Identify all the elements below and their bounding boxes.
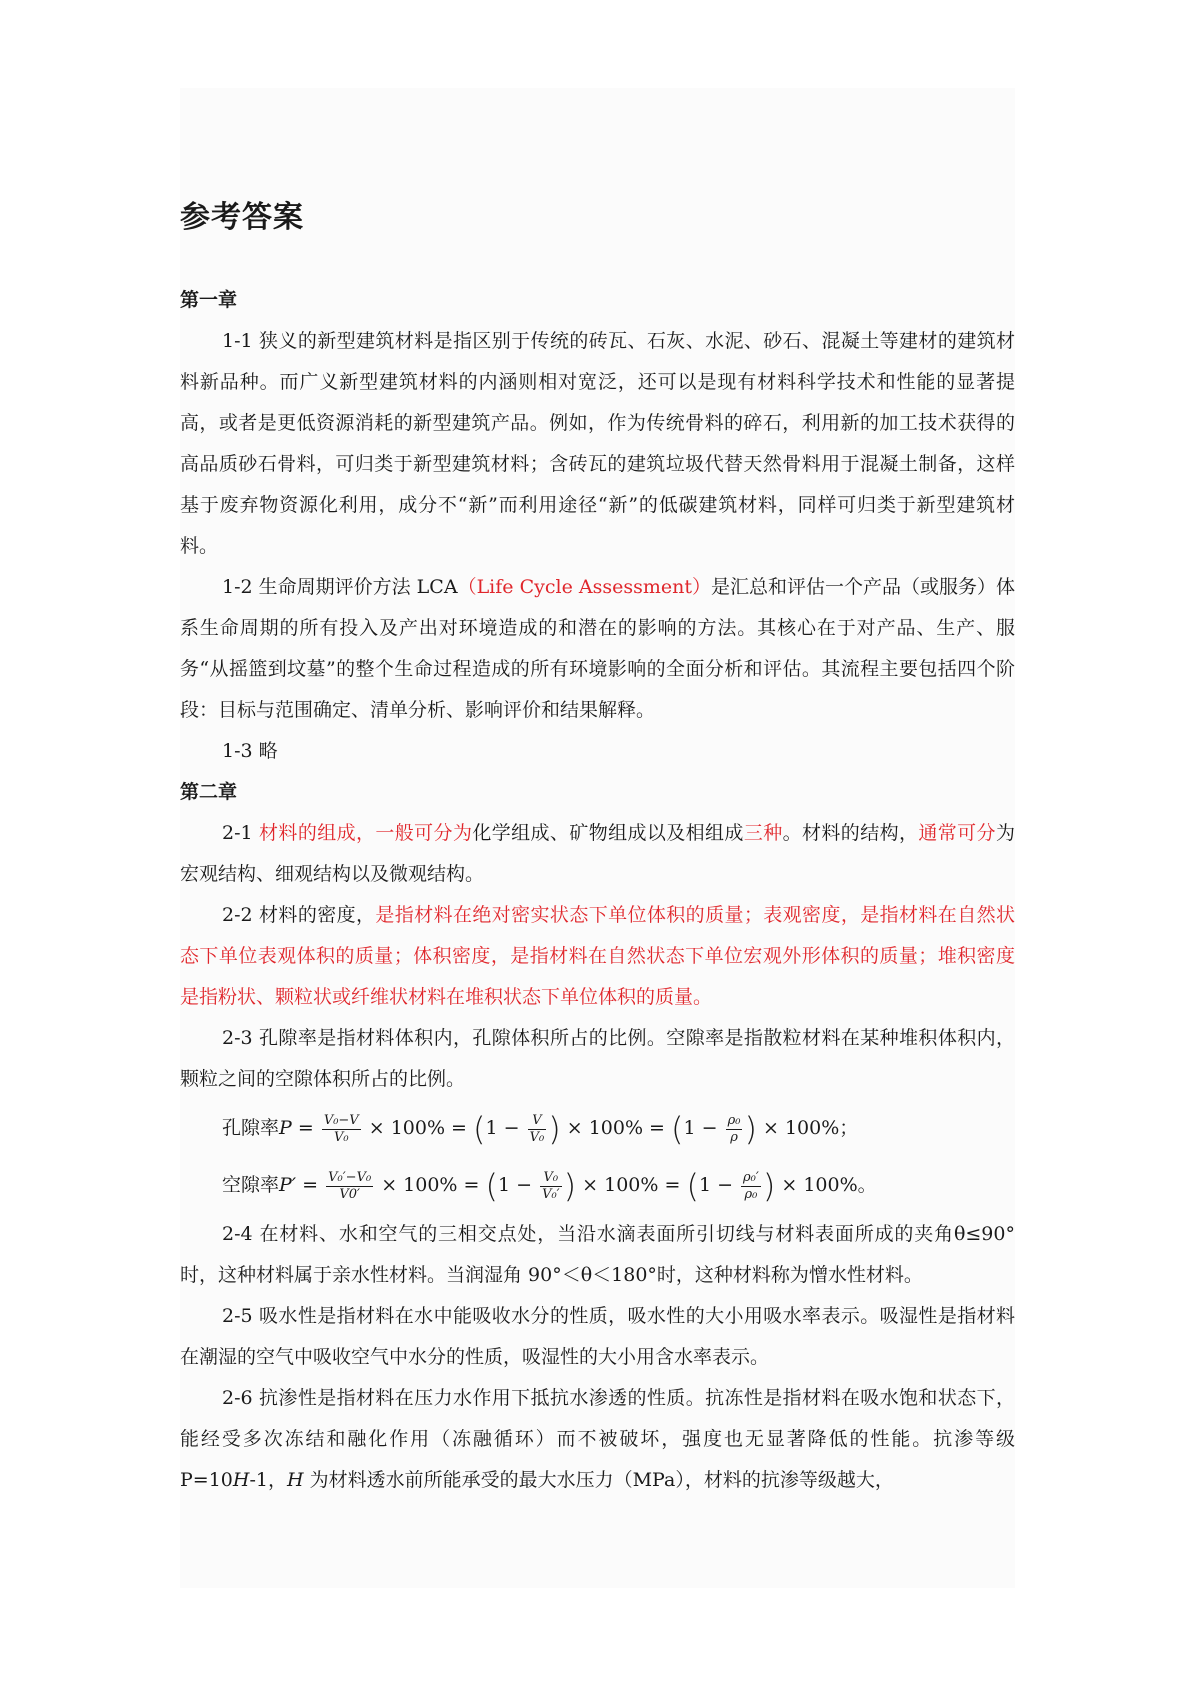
void-ratio-end: × 100%。: [775, 1174, 877, 1196]
porosity-label: 孔隙率: [222, 1117, 280, 1139]
answer-2-6-symbol-h1: H: [232, 1469, 250, 1491]
chapter-1-heading: 第一章: [180, 289, 238, 311]
answer-1-1: 1-1 狭义的新型建筑材料是指区别于传统的砖瓦、石灰、水泥、砂石、混凝土等建材的建筑材料新品种。而广义新型建筑材料的内涵则相对宽泛，还可以是现有材料科学技术和性能的显著提高，或者是更低资源消耗的新型建筑产品。例如，作为传统骨料的碎石，利用新的加工技术获得的高品质砂石骨料，可归类于新型建筑材料；含砖瓦的建筑垃圾代替天然骨料用于混凝土制备，这样基于废弃物资源化利用，成分不“新”而利用途径“新”的低碳建筑材料，同样可归类于新型建筑材料。: [180, 330, 1015, 557]
porosity-eq: =: [291, 1117, 320, 1139]
page-title: 参考答案: [180, 200, 304, 235]
void-ratio-symbol: P′: [279, 1174, 297, 1196]
answer-2-1-highlight-1: 材料的组成，一般可分为: [259, 822, 473, 844]
answer-1-3: 1-3 略: [222, 740, 278, 762]
answer-2-1-text-c: 。材料的结构，: [782, 822, 919, 844]
answer-1-2: [180, 567, 1015, 731]
answer-2-1-highlight-2: 三种: [743, 822, 783, 844]
porosity-end: × 100%；: [756, 1117, 859, 1139]
answer-1-2-text-a: 1-2 生命周期评价方法 LCA: [222, 576, 458, 598]
answer-2-6-symbol-h2: H: [286, 1469, 304, 1491]
void-ratio-fraction-1: $\frac{\text{V₀′−V₀}}{V0'}$: [328, 1169, 372, 1202]
void-ratio-label: 空隙率: [222, 1174, 280, 1196]
document-body: [180, 280, 1015, 1501]
void-ratio-formula: 空隙率P′ = $\frac{\text{V₀′−V₀}}{V0'}$ × 100% = (1 − $\frac{\text{V₀}}{\text{V₀′}}$ ) × 100% = (1 − $\frac{\text{ρ₀′}}{\text{ρ₀}}$ ) × 100%。: [222, 1167, 877, 1205]
answer-2-6-text-a: 2-6 抗渗性是指材料在压力水作用下抵抗水渗透的性质。抗冻性是指材料在吸水饱和状态下，能经受多次冻结和融化作用（冻融循环）而不被破坏，强度也无显著降低的性能。抗渗等级 P=10: [180, 1387, 1015, 1491]
porosity-fraction-3: $\frac{\text{ρ₀}}{\rho}$: [727, 1112, 741, 1145]
porosity-one-minus-1: 1 −: [485, 1117, 526, 1139]
answer-2-1-highlight-3: 通常可分: [918, 822, 996, 844]
answer-2-1-text-b: 化学组成、矿物组成以及相组成: [472, 822, 744, 844]
answer-2-1: [180, 813, 1015, 895]
void-ratio-one-minus-1: 1 −: [497, 1174, 539, 1196]
answer-1-2-text-b: 是汇总和评估一个产品（或服务）体系生命周期的所有投入及产出对环境造成的和潜在的影响的方法。其核心在于对产品、生产、服务“从摇篮到坟墓”的整个生命过程造成的所有环境影响的全面分析和评估。其流程主要包括四个阶段：目标与范围确定、清单分析、影响评价和结果解释。: [180, 576, 1015, 721]
answer-2-6: [180, 1378, 1015, 1501]
porosity-times-1: × 100% =: [362, 1117, 474, 1139]
answer-2-3: 2-3 孔隙率是指材料体积内，孔隙体积所占的比例。空隙率是指散粒材料在某种堆积体积内，颗粒之间的空隙体积所占的比例。: [180, 1027, 1015, 1090]
void-ratio-times-2: × 100% =: [576, 1174, 687, 1196]
void-ratio-fraction-3: $\frac{\text{ρ₀′}}{\text{ρ₀}}$: [743, 1169, 759, 1202]
answer-2-6-text-c: 为材料透水前所能承受的最大水压力（MPa），材料的抗渗等级越大，: [303, 1469, 894, 1491]
void-ratio-eq: =: [296, 1174, 325, 1196]
void-ratio-fraction-2: $\frac{\text{V₀}}{\text{V₀′}}$: [542, 1169, 560, 1202]
answer-1-2-highlight: （Life Cycle Assessment）: [457, 576, 711, 598]
answer-2-2-text-a: 2-2 材料的密度，: [222, 904, 376, 926]
porosity-fraction-2: $\frac{V}{\text{V₀}}$: [529, 1112, 545, 1145]
porosity-formula: 孔隙率P = $\frac{\text{V₀−V}}{\text{V₀}}$ × 100% = (1 − $\frac{V}{\text{V₀}}$ ) × 100% = (1 − $\frac{\text{ρ₀}}{\rho}$ ) × 100%；: [222, 1110, 859, 1148]
answer-2-5: 2-5 吸水性是指材料在水中能吸收水分的性质，吸水性的大小用吸水率表示。吸湿性是指材料在潮湿的空气中吸收空气中水分的性质，吸湿性的大小用含水率表示。: [180, 1305, 1015, 1368]
answer-2-1-text-d: 为宏观结构、细观结构以及微观结构。: [180, 822, 1015, 885]
answer-2-1-num: 2-1: [222, 822, 260, 844]
chapter-2-heading: 第二章: [180, 781, 238, 803]
answer-2-6-text-b: -1，: [249, 1469, 287, 1491]
porosity-one-minus-2: 1 −: [683, 1117, 724, 1139]
answer-2-2-highlight: 是指材料在绝对密实状态下单位体积的质量；表观密度，是指材料在自然状态下单位表观体积的质量；体积密度，是指材料在自然状态下单位宏观外形体积的质量；堆积密度是指粉状、颗粒状或纤维状材料在堆积状态下单位体积的质量。: [180, 904, 1015, 1008]
void-ratio-times-1: × 100% =: [375, 1174, 486, 1196]
porosity-fraction-1: $\frac{\text{V₀−V}}{\text{V₀}}$: [323, 1112, 359, 1145]
porosity-symbol: P: [279, 1117, 292, 1139]
answer-2-2: [180, 895, 1015, 1018]
void-ratio-one-minus-2: 1 −: [698, 1174, 740, 1196]
answer-2-4: 2-4 在材料、水和空气的三相交点处，当沿水滴表面所引切线与材料表面所成的夹角θ≤90°时，这种材料属于亲水性材料。当润湿角 90°＜θ＜180°时，这种材料称为憎水性材料。: [180, 1223, 1015, 1286]
porosity-times-2: × 100% =: [560, 1117, 672, 1139]
